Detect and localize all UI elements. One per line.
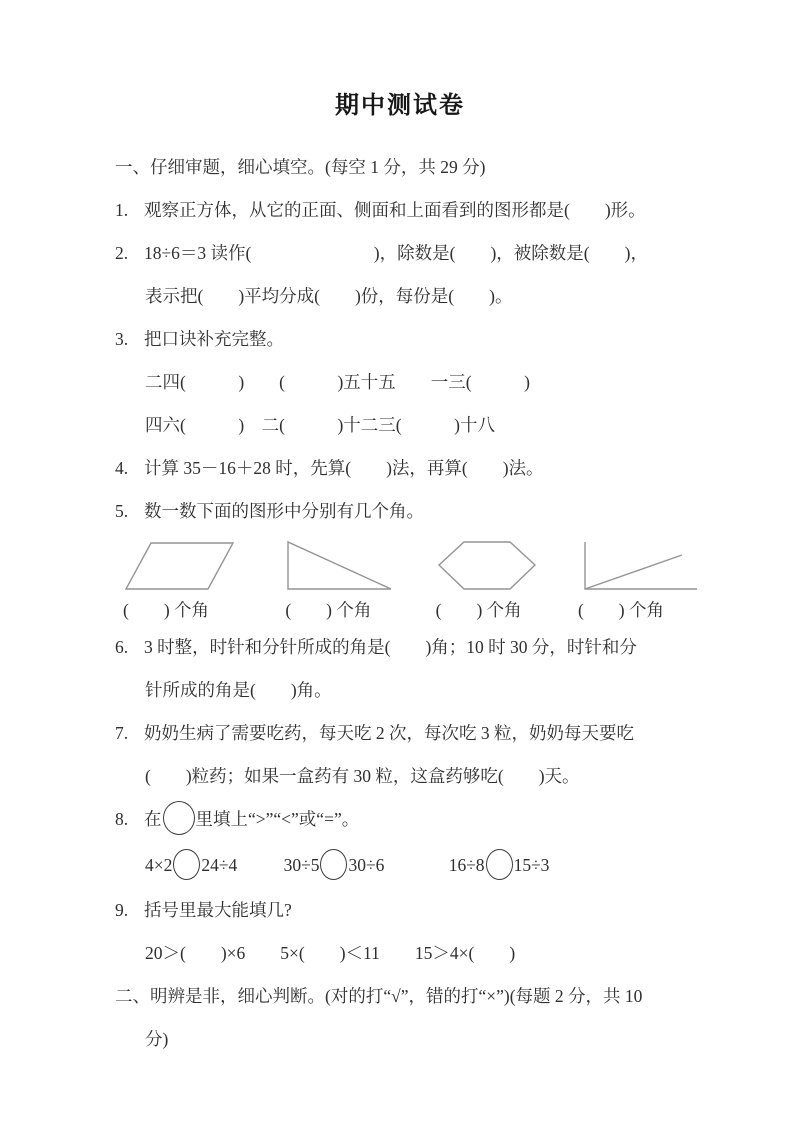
question-5-number: 5. [115,501,129,521]
question-5-text: 数一数下面的图形中分别有几个角。 [144,501,424,521]
question-3-text: 把口诀补充完整。 [144,329,284,349]
question-8-expressions [115,841,703,889]
question-6-text-1: 3 时整，时针和分针所成的角是( )角；10 时 30 分，时针和分 [144,637,637,657]
comparison-circle-icon [320,849,347,880]
question-7-line-1 [115,712,703,755]
question-1-number: 1. [115,200,129,220]
section-one-heading: 一、仔细审题，细心填空。(每空 1 分，共 29 分) [115,157,486,177]
question-4-number: 4. [115,458,129,478]
blank-circle-icon [163,801,195,835]
question-1 [115,189,703,232]
expression-left: 16÷8 [448,855,485,875]
figure-right-triangle [285,539,395,624]
parallelogram-icon [123,539,245,593]
hexagon-icon [436,539,538,593]
question-2-line-1 [115,232,703,275]
comparison-expression [145,841,237,889]
figure-angle-rays [578,539,700,624]
question-4 [115,447,703,490]
figure-hexagon [436,539,538,624]
question-6-line-2: 针所成的角是( )角。 [145,680,332,700]
question-7-number: 7. [115,723,129,743]
question-7-line-2: ( )粒药；如果一盒药有 30 粒，这盒药够吃( )天。 [145,766,580,786]
question-3-number: 3. [115,329,129,349]
angle-count-blank: ( ) 个角 [123,600,210,620]
comparison-expression [449,841,550,889]
comparison-expression [284,841,385,889]
expression-right: 24÷4 [201,855,238,875]
question-5 [115,490,703,533]
question-4-text: 计算 35－16＋28 时，先算( )法，再算( )法。 [144,458,544,478]
expression-right: 30÷6 [348,855,385,875]
question-8-text-before: 在 [144,809,162,829]
question-6-number: 6. [115,637,129,657]
question-7-text-1: 奶奶生病了需要吃药，每天吃 2 次，每次吃 3 粒，奶奶每天要吃 [144,723,634,743]
right-triangle-icon [285,539,395,593]
question-2-text-1: 18÷6＝3 读作( )，除数是( )，被除数是( )， [144,243,648,263]
comparison-circle-icon [486,849,513,880]
expression-left: 4×2 [145,855,173,875]
question-9-text: 括号里最大能填几? [144,900,292,920]
question-9 [115,889,703,932]
question-3-blanks-row-2: 四六( ) 二( )十二三( )十八 [145,415,495,435]
question-3-blanks-row-1: 二四( ) ( )五十五 一三( ) [145,372,530,392]
figure-parallelogram [123,539,245,624]
angle-count-blank: ( ) 个角 [577,600,665,620]
angle-count-blank: ( ) 个角 [285,600,372,620]
angle-count-blank: ( ) 个角 [435,600,522,620]
question-9-blanks-row: 20＞( )×6 5×( )＜11 15＞4×( ) [145,943,516,963]
question-2-line-2: 表示把( )平均分成( )份，每份是( )。 [145,286,513,306]
expression-left: 30÷5 [283,855,320,875]
question-3 [115,318,703,361]
question-5-figures [115,539,700,624]
question-1-text: 观察正方体，从它的正面、侧面和上面看到的图形都是( )形。 [144,200,646,220]
section-two-heading-line-1: 二、明辨是非，细心判断。(对的打“√”，错的打“×”)(每题 2 分，共 10 [115,986,643,1006]
question-9-number: 9. [115,900,129,920]
expression-right: 15÷3 [513,855,550,875]
question-8 [115,798,703,841]
section-two-heading-line-2: 分) [145,1029,169,1049]
question-6-line-1 [115,626,703,669]
angle-rays-icon [578,539,700,593]
question-8-text-after: 里填上“>”“<”或“=”。 [195,809,360,829]
page-title: 期中测试卷 [335,92,465,119]
page-content [115,88,703,1061]
comparison-circle-icon [173,849,200,880]
question-2-number: 2. [115,243,129,263]
question-8-number: 8. [115,809,129,829]
